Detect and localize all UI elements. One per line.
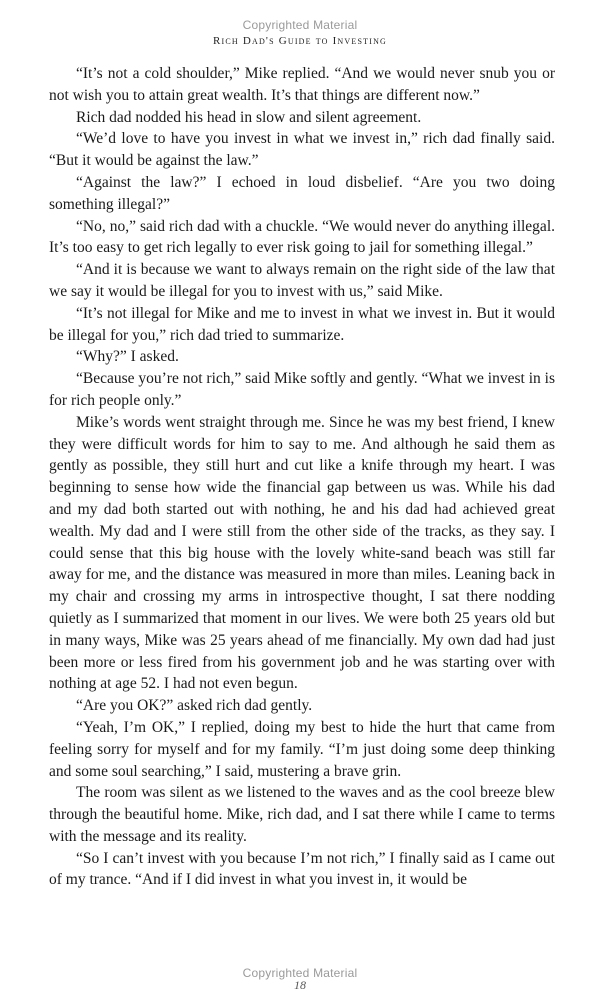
watermark-top: Copyrighted Material (242, 18, 358, 32)
paragraph: “We’d love to have you invest in what we invest in,” rich dad finally said. “But it would be against the law.” (49, 130, 555, 170)
paragraph: “Yeah, I’m OK,” I replied, doing my best to hide the hurt that came from feeling sorry for myself and for my family. “I’m just doing some deep thinking and some soul searching,” I said, mustering a brave grin. (49, 718, 555, 780)
paragraph: “It’s not a cold shoulder,” Mike replied. “And we would never snub you or not wish you to attain great wealth. It’s that things are different now.” (49, 65, 555, 104)
paragraph: “Because you’re not rich,” said Mike softly and gently. “What we invest in is for rich people only.” (49, 370, 555, 409)
paragraph: “It’s not illegal for Mike and me to invest in what we invest in. But it would be illegal for you,” rich dad tried to summarize. (49, 304, 555, 344)
paragraph: Mike’s words went straight through me. Since he was my best friend, I knew they were difficult words for him to say to me. And although he said them as gently as possible, they still hurt and cut like a knife through my heart. I was beginning to sense how wide the financial gap between us was. While his dad and my dad both started out with nothing, he and his dad had achieved great wealth. My dad and I were still from the other side of the tracks, as they say. I could sense that this big house with the lovely white-sand beach was still far away for me, and the distance was measured in more than miles. Leaning back in my chair and crossing my arms in introspective thought, I sat there nodding quietly as I summarized that moment in our lives. We were both 25 years old but in many ways, Mike was 25 years ahead of me financially. My own dad had just been more or less fired from his government job and he was starting over with nothing at age 52. I had not even begun. (49, 413, 555, 693)
paragraph: “And it is because we want to always remain on the right side of the law that we say it would be illegal for you to invest with us,” said Mike. (49, 261, 555, 300)
paragraph: “Why?” I asked. (76, 348, 179, 366)
watermark-bottom: Copyrighted Material (242, 966, 358, 980)
paragraph: The room was silent as we listened to the waves and as the cool breeze blew through the beautiful home. Mike, rich dad, and I sat there while I came to terms with the message and its reality. (49, 784, 555, 845)
running-head: Rich Dad's Guide to Investing (212, 35, 388, 47)
paragraph: Rich dad nodded his head in slow and silent agreement. (76, 108, 422, 126)
paragraph: “Against the law?” I echoed in loud disbelief. “Are you two doing something illegal?” (49, 173, 555, 213)
page-number: 18 (294, 978, 306, 992)
paragraph: “So I can’t invest with you because I’m not rich,” I finally said as I came out of my trance. “And if I did invest in what you invest in, it would be (49, 849, 555, 889)
paragraph: “No, no,” said rich dad with a chuckle. “We would never do anything illegal. It’s too easy to get rich legally to ever risk going to jail for something illegal.” (49, 217, 555, 257)
page-body (49, 63, 555, 891)
paragraph: “Are you OK?” asked rich dad gently. (76, 697, 313, 715)
